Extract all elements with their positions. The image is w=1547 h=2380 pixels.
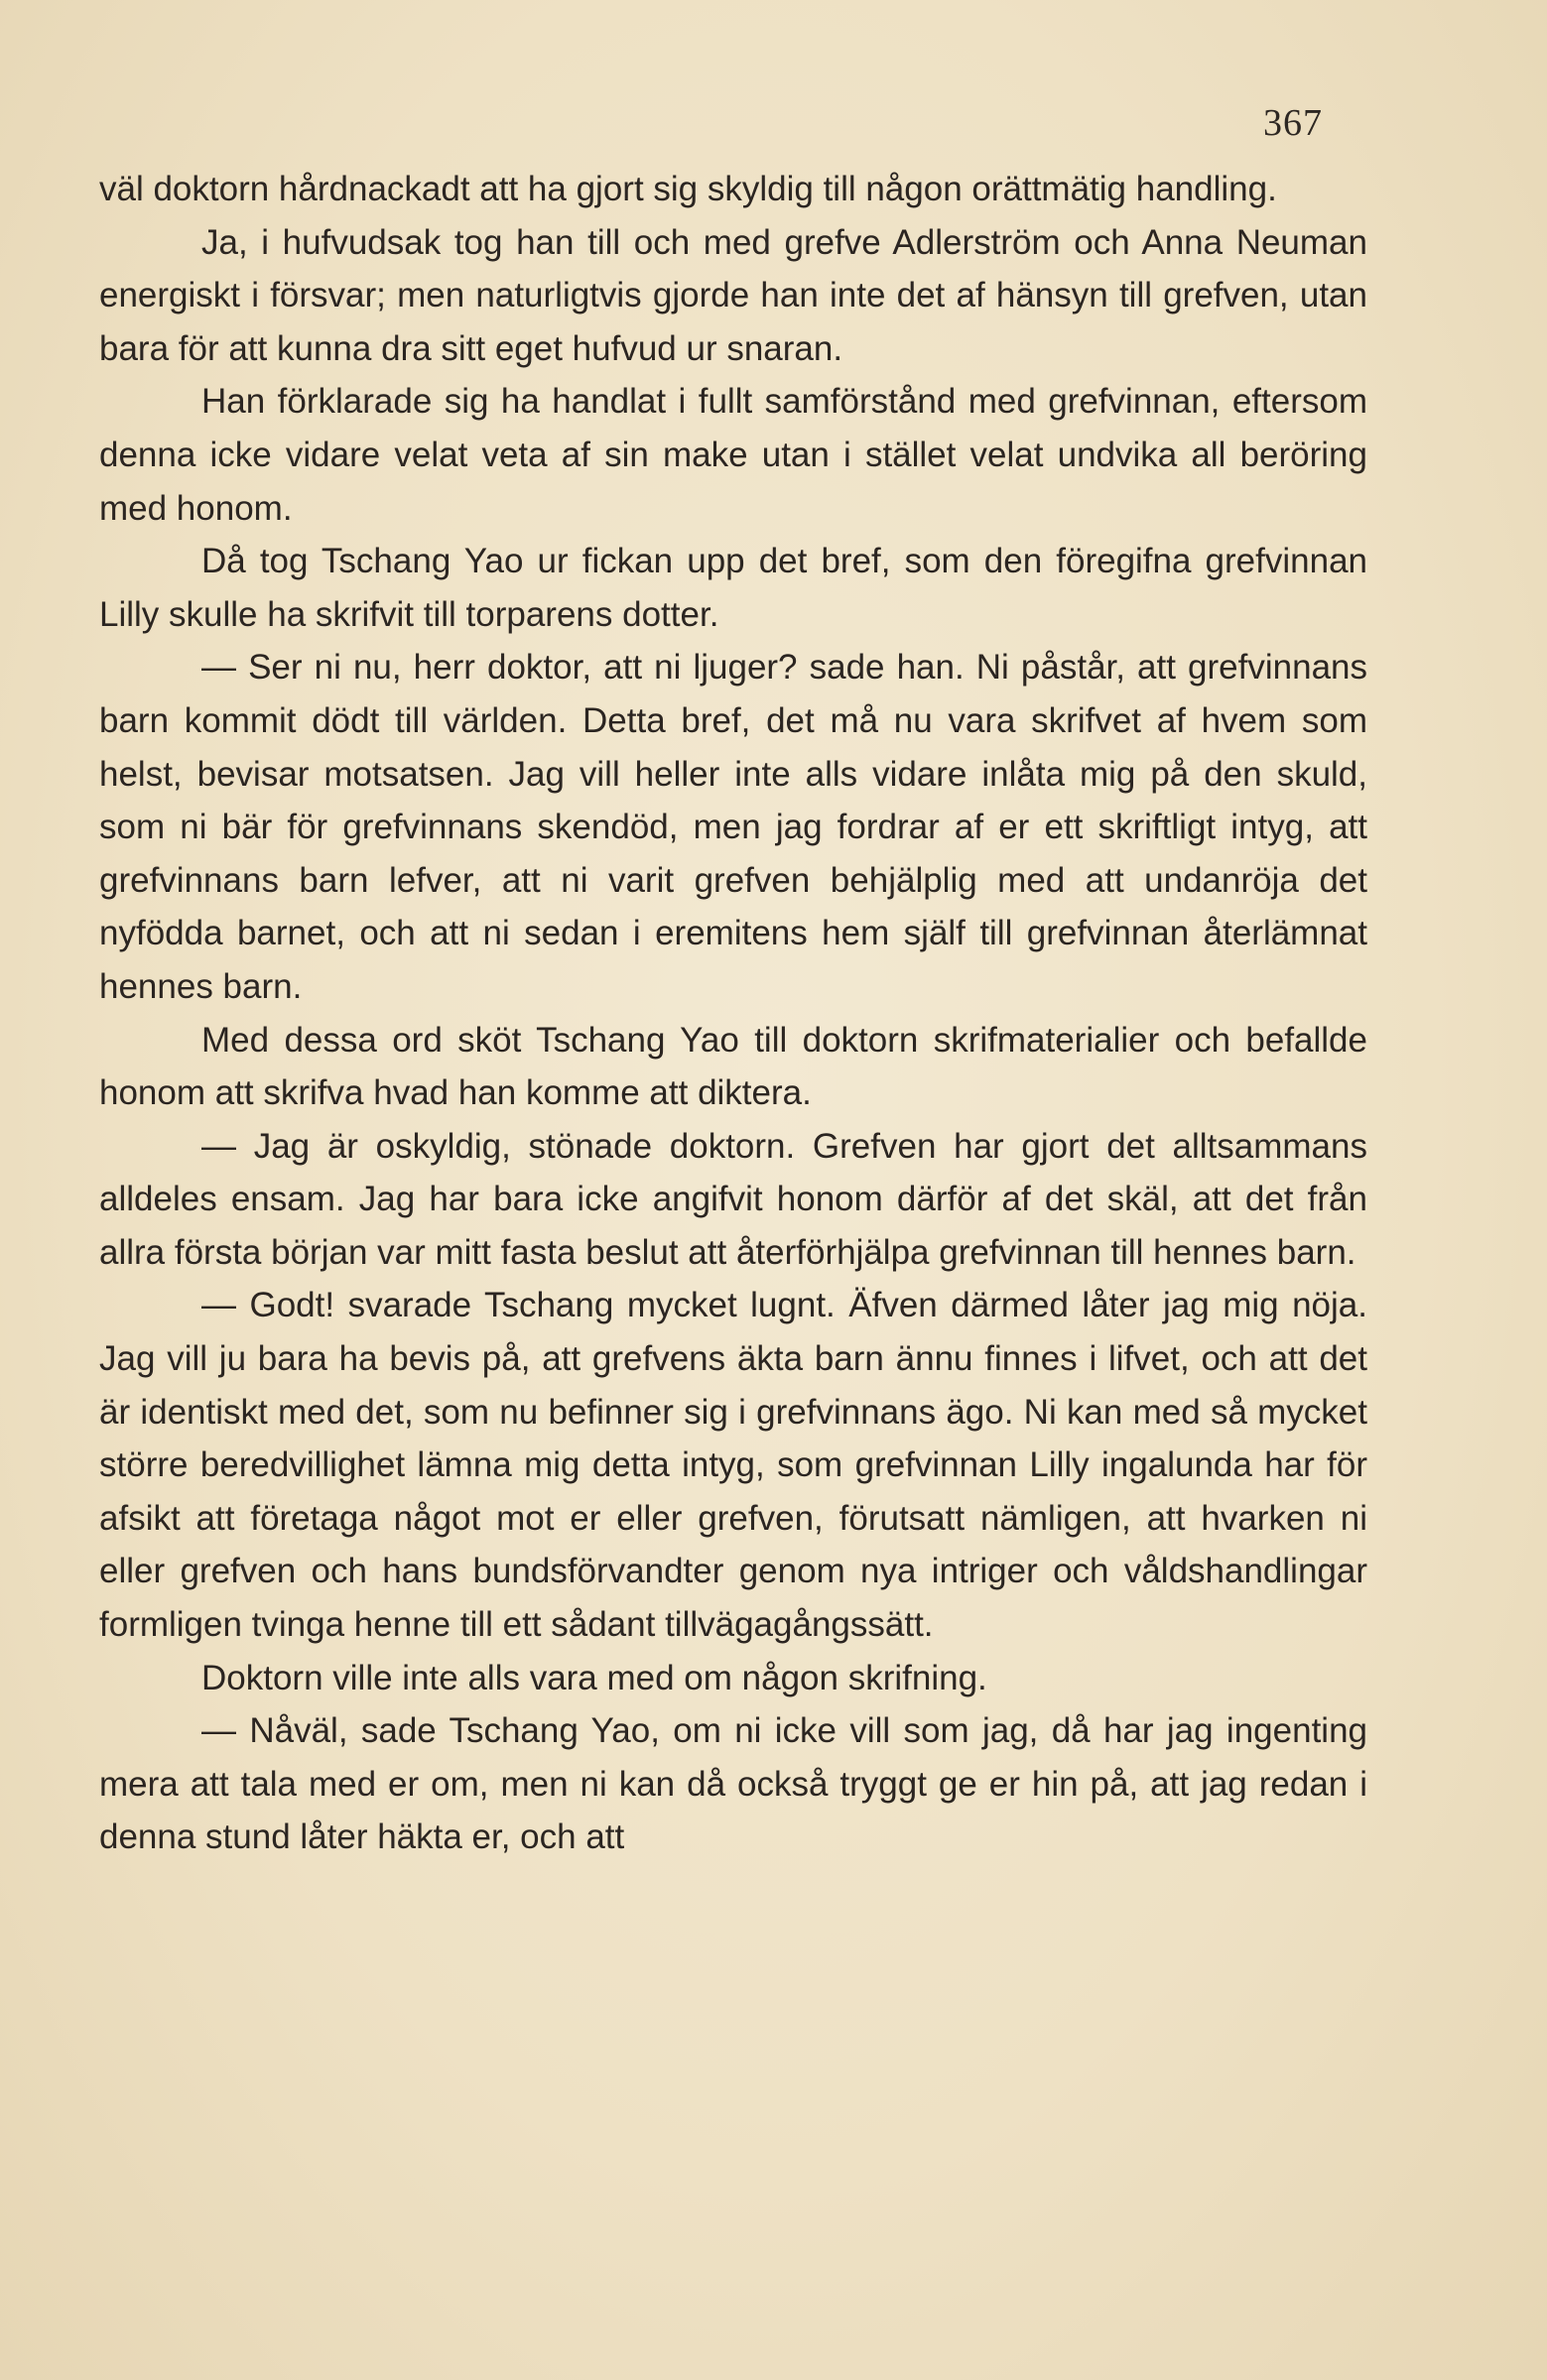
paragraph: — Jag är oskyldig, stönade doktorn. Grefven har gjort det alltsammans alldeles ensam. Jag har bara icke angifvit honom därför af det skäl, att det från allra första början var mitt fasta beslut att återförhjälpa grefvinnan till hennes barn. bbox=[99, 1126, 1367, 1272]
paragraph: — Ser ni nu, herr doktor, att ni ljuger? sade han. Ni påstår, att grefvinnans barn kommit dödt till världen. Detta bref, det må nu vara skrifvet af hvem som helst, bevisar motsatsen. Jag vill heller inte alls vidare inlåta mig på den skuld, som ni bär för grefvinnans skendöd, men jag fordrar af er ett skriftligt intyg, att grefvinnans barn lefver, att ni varit grefven behjälplig med att undanröja det nyfödda barnet, och att ni sedan i eremitens hem själf till grefvinnan återlämnat hennes barn. bbox=[99, 648, 1367, 1006]
paragraph: Doktorn ville inte alls vara med om någon skrifning. bbox=[201, 1658, 987, 1697]
paragraph: — Nåväl, sade Tschang Yao, om ni icke vill som jag, då har jag ingenting mera att tala med er om, men ni kan då också tryggt ge er hin på, att jag redan i denna stund låter häkta er, och att bbox=[99, 1711, 1367, 1857]
paragraph: Ja, i hufvudsak tog han till och med grefve Adlerström och Anna Neuman energiskt i försvar; men naturligtvis gjorde han inte det af hänsyn till grefven, utan bara för att kunna dra sitt eget hufvud ur snaran. bbox=[99, 222, 1367, 368]
paragraph-continuation: väl doktorn hårdnackadt att ha gjort sig skyldig till någon orättmätig handling. bbox=[99, 170, 1277, 208]
paragraph: — Godt! svarade Tschang mycket lugnt. Äfven därmed låter jag mig nöja. Jag vill ju bara ha bevis på, att grefvens äkta barn ännu finnes i lifvet, och att det är identiskt med det, som nu befinner sig i grefvinnans ägo. Ni kan med så mycket större beredvillighet lämna mig detta intyg, som grefvinnan Lilly ingalunda har för afsikt att företaga något mot er eller grefven, förutsatt nämligen, att hvarken ni eller grefven och hans bundsförvandter genom nya intriger och våldshandlingar formligen tvinga henne till ett sådant tillvägagångssätt. bbox=[99, 1286, 1367, 1645]
paragraph: Med dessa ord sköt Tschang Yao till doktorn skrifmaterialier och befallde honom att skrifva hvad han komme att diktera. bbox=[99, 1020, 1367, 1113]
body-text bbox=[99, 163, 1367, 1864]
paragraph: Han förklarade sig ha handlat i fullt samförstånd med grefvinnan, eftersom denna icke vidare velat veta af sin make utan i stället velat undvika all beröring med honom. bbox=[99, 382, 1367, 528]
page-number: 367 bbox=[1263, 102, 1323, 144]
paragraph: Då tog Tschang Yao ur fickan upp det bref, som den föregifna grefvinnan Lilly skulle ha skrifvit till torparens dotter. bbox=[99, 542, 1367, 634]
